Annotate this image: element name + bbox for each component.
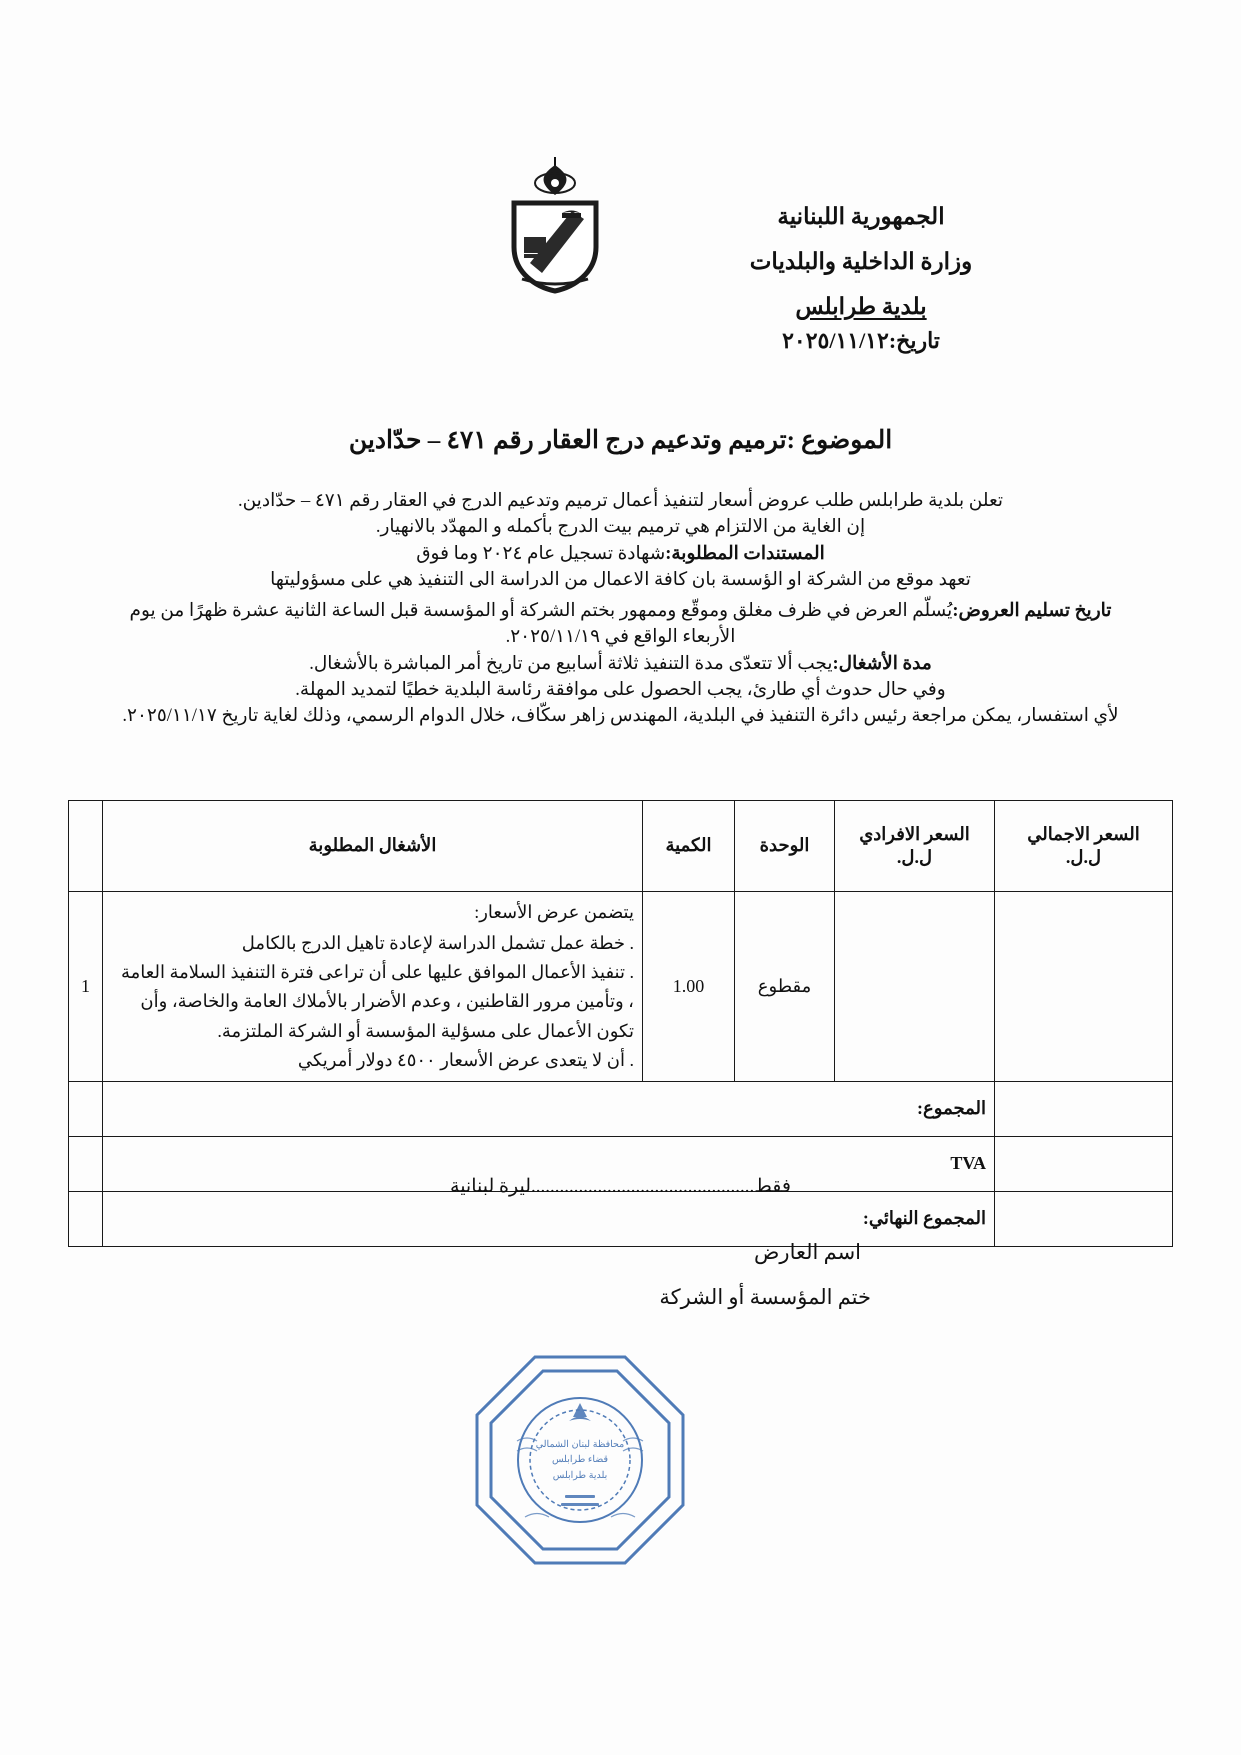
header-unit: الوحدة bbox=[735, 801, 835, 892]
body-paragraph-intro bbox=[120, 488, 1121, 593]
body-line-6 bbox=[120, 651, 1121, 677]
header-date: تاريخ:٢٠٢٥/١١/١٢ bbox=[782, 328, 940, 353]
body-line-1: تعلن بلدية طرابلس طلب عروض أسعار لتنفيذ أعمال ترميم وتدعيم الدرج في العقار رقم ٤٧١ – حدّادين. bbox=[237, 491, 1004, 511]
stamp-line-1: محافظة لبنان الشمالي bbox=[535, 1439, 625, 1451]
row-total-price[interactable] bbox=[995, 892, 1173, 1082]
body-line-5 bbox=[120, 598, 1121, 651]
body-line-3 bbox=[120, 541, 1121, 567]
work-description-heading: يتضمن عرض الأسعار: bbox=[474, 902, 634, 922]
only-label: فقط. bbox=[749, 1176, 791, 1197]
header-index bbox=[69, 801, 103, 892]
body-paragraph-conditions bbox=[120, 598, 1121, 729]
tva-index-blank bbox=[69, 1136, 103, 1191]
submission-date-value: يُسلّم العرض في ظرف مغلق وموقّع وممهور بختم الشركة أو المؤسسة قبل الساعة الثانية عشرة ظهرًا من يوم الأربعاء الواقع في ٢٠٢٥/١١/١٩. bbox=[129, 601, 953, 648]
grand-total-index-blank bbox=[69, 1191, 103, 1246]
table-header-row bbox=[69, 801, 1173, 892]
header-unit-price: السعر الافرادي ل.ل. bbox=[835, 801, 995, 892]
summary-row-grand-total bbox=[69, 1191, 1173, 1246]
official-stamp bbox=[465, 1345, 695, 1575]
body-line-7: وفي حال حدوث أي طارئ، يجب الحصول على موافقة رئاسة البلدية خطيًا لتمديد المهلة. bbox=[295, 679, 946, 700]
subtotal-index-blank bbox=[69, 1081, 103, 1136]
work-bullet-2: . تنفيذ الأعمال الموافق عليها على أن تراعى فترة التنفيذ السلامة العامة ، وتأمين مرور القاطنين ، وعدم الأضرار بالأملاك العامة والخاصة، وأن تكون الأعمال على مسؤلية المؤسسة أو الشركة الملتزمة. bbox=[121, 962, 634, 1041]
header-quantity: الكمية bbox=[643, 801, 735, 892]
summary-row-subtotal bbox=[69, 1081, 1173, 1136]
amount-in-words-line bbox=[120, 1175, 1121, 1198]
subtotal-value[interactable] bbox=[995, 1081, 1173, 1136]
document-header bbox=[120, 150, 1121, 370]
document-subject: الموضوع :ترميم وتدعيم درج العقار رقم ٤٧١ – حدّادين bbox=[348, 427, 893, 454]
row-unit: مقطوع bbox=[735, 892, 835, 1082]
stamp-line-2: قضاء طرابلس bbox=[551, 1454, 609, 1466]
body-line-4: تعهد موقع من الشركة او الؤسسة بان كافة الاعمال من الدراسة الى التنفيذ هي على مسؤوليتها bbox=[270, 569, 971, 590]
grand-total-value[interactable] bbox=[995, 1191, 1173, 1246]
header-total-price: السعر الاجمالي ل.ل. bbox=[995, 801, 1173, 892]
grand-total-label: المجموع النهائي: bbox=[103, 1191, 995, 1246]
only-currency: ليرة لبنانية bbox=[450, 1176, 531, 1197]
submission-date-label: تاريخ تسليم العروض: bbox=[952, 601, 1112, 621]
offeror-name-label: اسم العارض bbox=[754, 1240, 861, 1264]
works-duration-value: يجب ألا تتعدّى مدة التنفيذ ثلاثة أسابيع من تاريخ أمر المباشرة بالأشغال. bbox=[309, 653, 833, 674]
body-line-2: إن الغاية من الالتزام هي ترميم بيت الدرج بأكمله و المهدّد بالانهيار. bbox=[375, 517, 866, 538]
header-municipality: بلدية طرابلس bbox=[795, 293, 927, 319]
row-index: 1 bbox=[69, 892, 103, 1082]
subtotal-label: المجموع: bbox=[103, 1081, 995, 1136]
company-stamp-label: ختم المؤسسة أو الشركة bbox=[659, 1285, 871, 1309]
row-unit-price[interactable] bbox=[835, 892, 995, 1082]
body-line-8: لأي استفسار، يمكن مراجعة رئيس دائرة التنفيذ في البلدية، المهندس زاهر سكّاف، خلال الدوام الرسمي، وذلك لغاية تاريخ ٢٠٢٥/١١/١٧. bbox=[122, 706, 1119, 727]
municipality-crest-icon bbox=[500, 155, 610, 295]
amount-dotted-line[interactable]: .............................................. bbox=[530, 1176, 750, 1197]
header-country: الجمهورية اللبنانية bbox=[777, 204, 945, 229]
row-quantity: 1.00 bbox=[643, 892, 735, 1082]
required-documents-value: شهادة تسجيل عام ٢٠٢٤ وما فوق bbox=[416, 543, 666, 564]
header-work-description: الأشغال المطلوبة bbox=[103, 801, 643, 892]
row-work-description bbox=[103, 892, 643, 1082]
work-bullet-3: . أن لا يتعدى عرض الأسعار ٤٥٠٠ دولار أمريكي bbox=[297, 1049, 634, 1070]
header-ministry: وزارة الداخلية والبلديات bbox=[749, 248, 973, 274]
table-row bbox=[69, 892, 1173, 1082]
stamp-line-3: بلدية طرابلس bbox=[552, 1469, 608, 1481]
header-title-block bbox=[601, 195, 1121, 330]
required-documents-label: المستندات المطلوبة: bbox=[665, 543, 825, 564]
works-duration-label: مدة الأشغال: bbox=[832, 653, 932, 674]
tva-label: TVA bbox=[103, 1136, 995, 1191]
work-bullet-1: . خطة عمل تشمل الدراسة لإعادة تاهيل الدرج بالكامل bbox=[241, 933, 634, 954]
